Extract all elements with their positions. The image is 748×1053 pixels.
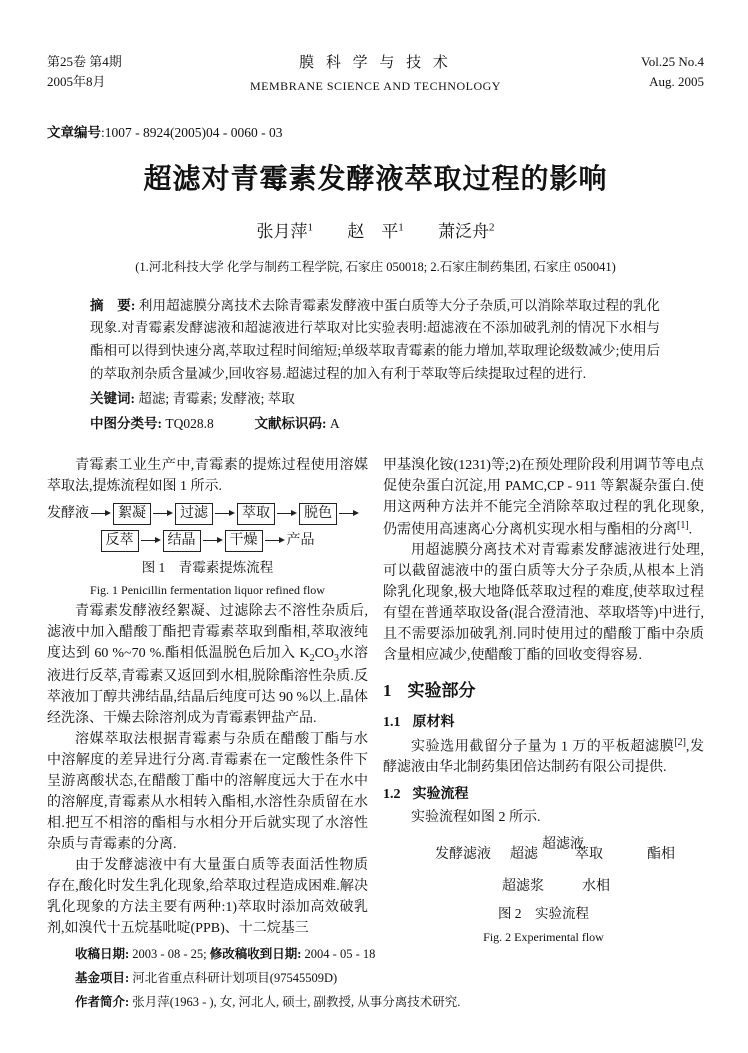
abstract-label: 摘 要:: [90, 297, 136, 313]
author-affil-sup: 2: [489, 220, 495, 233]
flow-node-slurry: 超滤浆: [502, 879, 544, 895]
article-number-label: 文章编号: [47, 124, 101, 140]
flow-label-permeate: 超滤液: [542, 837, 584, 853]
figure-2-row-1: [383, 836, 704, 862]
fund-line: 基金项目: 河北省重点科研计划项目(97545509D): [75, 970, 338, 985]
paragraph-materials: 实验选用截留分子量为 1 万的平板超滤膜[2],发酵滤液由华北制药集团倍达制药有限公司提供.: [383, 736, 705, 776]
flow-node-water-phase: 水相: [582, 879, 610, 895]
article-number: [47, 121, 704, 141]
journal-title-en: MEMBRANE SCIENCE AND TECHNOLOGY: [250, 78, 501, 93]
flow-node-ester-phase: 酯相: [647, 847, 675, 863]
keywords-label: 关键词:: [90, 391, 135, 407]
figure-2-row-2: [383, 876, 704, 898]
paragraph-emulsification: 由于发酵滤液中有大量蛋白质等表面活性物质存在,酸化时发生乳化现象,给萃取过程造成困难.解决乳化现象的方法主要有两种:1)萃取时添加高效破乳剂,如溴代十五烷基吡啶(PPB)、十二烷基三: [47, 857, 368, 936]
right-arrow-icon: [91, 509, 111, 518]
author-list: [47, 217, 704, 242]
author: 赵 平$^1$: [347, 220, 404, 241]
header-right: [554, 52, 704, 91]
author: 张月萍$^1$: [256, 220, 313, 241]
flow-box-drying: 干燥: [225, 530, 263, 552]
journal-title-cn: 膜 科 学 与 技 术: [299, 55, 452, 71]
figure-1-row-2: [47, 530, 368, 552]
received-date-line: 收稿日期: 2003 - 08 - 25; 修改稿收到日期: 2004 - 05 - 18: [75, 947, 376, 961]
header-center: [197, 52, 554, 95]
author-affil-sup: 1: [307, 220, 313, 233]
flow-box-extraction: 萃取: [237, 503, 275, 525]
date-en: Aug. 2005: [649, 73, 704, 89]
paragraph-solvent-extraction: 溶媒萃取法根据青霉素与杂质在醋酸丁酯与水中溶解度的差异进行分离.青霉素在一定酸性条件下呈游离酸状态,在醋酸丁酯中的溶解度远大于在水中的溶解度,青霉素从水相转入酯相,水溶性杂质留在水相.把互不相溶的酯相与水相分开后就实现了水溶性杂质与青霉素的分离.: [47, 731, 368, 852]
flow-node-feed: 发酵液: [47, 506, 89, 522]
volume-issue-en: Vol.25 No.4: [641, 54, 704, 69]
right-arrow-icon: [141, 536, 161, 545]
paragraph-ultrafiltration: 用超滤膜分离技术对青霉素发酵滤液进行处理,可以截留滤液中的蛋白质等大分子杂质,从根本上消除乳化现象,极大地降低萃取过程的难度,使萃取过程有望在普通萃取设备(混合澄清池、萃取塔等)中进行,且不需要添加破乳剂.同时使用过的醋酸丁酯中杂质含量相应减少,使醋酸丁酯的回收变得容易.: [383, 543, 704, 664]
doc-code-value: A: [329, 415, 340, 431]
right-arrow-icon: [203, 536, 223, 545]
article-number-value: :1007 - 8924(2005)04 - 0060 - 03: [101, 124, 283, 140]
figure-1-caption-cn: 图 1 青霉素提炼流程: [141, 559, 274, 575]
clc-value: TQ028.8: [165, 415, 214, 431]
flow-box-decolor: 脱色: [299, 503, 337, 525]
flow-box-crystallization: 结晶: [163, 530, 201, 552]
left-column: [47, 455, 368, 946]
paragraph-emulsification-cont: 甲基溴化铵(1231)等;2)在预处理阶段利用调节等电点促使杂蛋白沉淀,用 PAMC,CP - 911 等絮凝杂蛋白.使用这两种方法并不能完全消除萃取过程的乳化现象,仍需使用高速离心分离机实现水相与酯相的分离[1].: [383, 457, 704, 538]
abstract-text: 利用超滤膜分离技术去除青霉素发酵液中蛋白质等大分子杂质,可以消除萃取过程的乳化现象.对青霉素发酵滤液和超滤液进行萃取对比实验表明:超滤液在不添加破乳剂的情况下水相与酯相可以得到快速分离,萃取过程时间缩短;单级萃取青霉素的能力增加,萃取理论级数减少;使用后的萃取剂杂质含量减少,回收容易.超滤过程的加入有利于萃取等后续提取过程的进行.: [90, 297, 660, 381]
author-affil-sup: 1: [398, 220, 404, 233]
flow-box-flocculation: 絮凝: [113, 503, 151, 525]
subsection-heading-procedure: 1.2 实验流程: [383, 787, 469, 803]
chem-subscript: 2: [309, 652, 315, 664]
paper-title: 超滤对青霉素发酵液萃取过程的影响: [143, 163, 608, 195]
right-arrow-icon: [265, 536, 285, 545]
doc-code-label: 文献标识码:: [254, 415, 327, 431]
clc-label: 中图分类号:: [90, 415, 162, 431]
keywords-text: 超滤; 青霉素; 发酵液; 萃取: [138, 391, 295, 407]
citation-ref: [2]: [674, 736, 686, 748]
flow-node-ultrafiltration: 超滤: [510, 847, 538, 863]
header-left: [47, 52, 197, 91]
flow-box-backextraction: 反萃: [101, 530, 139, 552]
right-arrow-icon: [339, 509, 359, 518]
figure-1-row-1: [47, 503, 368, 525]
footnotes: [75, 943, 704, 1014]
right-arrow-icon: [215, 509, 235, 518]
author-bio-line: 作者简介: 张月萍(1963 - ), 女, 河北人, 硕士, 副教授, 从事分离技术研究.: [75, 994, 461, 1009]
figure-2: [383, 836, 704, 945]
paragraph-process: 青霉素发酵液经絮凝、过滤除去不溶性杂质后,滤液中加入醋酸丁酯把青霉素萃取到酯相,萃取液纯度达到 60 %~70 %.酯相低温脱色后加入 $K_2CO_3$水溶液进行反萃,青霉素又返回到水相,脱除酯溶性杂质.反萃液加丁醇共沸结晶,结晶后纯度可达 90 %以上.晶体经洗涤、干燥去除溶剂成为青霉素钾盐产品.: [47, 603, 368, 726]
right-column: [383, 455, 704, 946]
keywords: [47, 388, 704, 411]
figure-1-caption-en: Fig. 1 Penicillin fermentation liquor refined flow: [90, 582, 325, 597]
article-body: [47, 455, 704, 946]
abstract: [47, 295, 704, 386]
journal-header: [47, 52, 704, 95]
flow-node-filtrate: 发酵滤液: [435, 847, 491, 863]
figure-2-caption-en: Fig. 2 Experimental flow: [483, 929, 604, 944]
figure-2-caption-cn: 图 2 实验流程: [497, 906, 590, 922]
section-heading-experiment: 1 实验部分: [383, 681, 476, 701]
flow-box-filtration: 过滤: [175, 503, 213, 525]
flow-node-product: 产品: [286, 533, 315, 549]
chem-subscript: 3: [334, 652, 340, 664]
volume-issue-cn: 第25卷 第4期: [47, 54, 122, 69]
date-cn: 2005年8月: [47, 73, 106, 89]
citation-ref: [1]: [677, 519, 689, 531]
flow-node-extraction: 萃取: [575, 847, 603, 863]
author: 萧泛舟$^2$: [438, 220, 495, 241]
right-arrow-icon: [153, 509, 173, 518]
figure-1: [47, 503, 368, 599]
paragraph-intro: 青霉素工业生产中,青霉素的提炼过程使用溶媒萃取法,提炼流程如图 1 所示.: [47, 457, 368, 494]
subsection-heading-materials: 1.1 原材料: [383, 714, 455, 730]
clc-line: [47, 413, 704, 436]
right-arrow-icon: [277, 509, 297, 518]
affiliation: (1.河北科技大学 化学与制药工程学院, 石家庄 050018; 2.石家庄制药集团, 石家庄 050041): [135, 259, 616, 274]
paragraph-procedure: 实验流程如图 2 所示.: [411, 810, 541, 826]
